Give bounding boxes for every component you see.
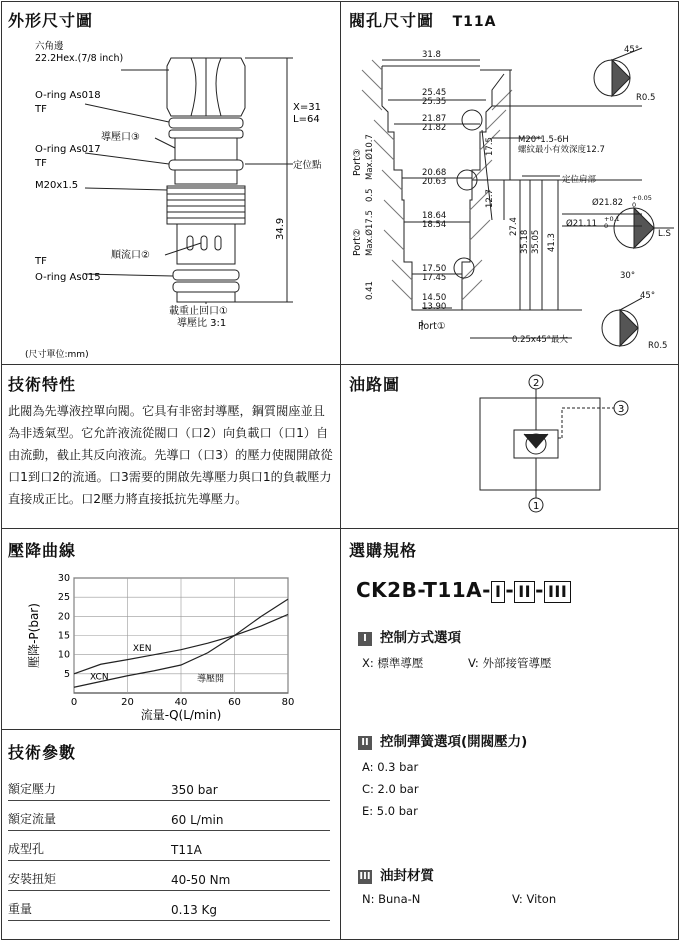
dim-1864: 18.64 (422, 211, 447, 221)
thread-note-1: M20*1.5-6H (518, 135, 569, 145)
section-1-title: 控制方式選項 (380, 630, 461, 646)
section-2-title: 控制彈簧選項(開閥壓力) (380, 734, 528, 750)
roman-3: III (359, 871, 371, 882)
chart-label-xen: XEN (132, 643, 152, 654)
outline-title: 外形尺寸圖 (8, 11, 94, 30)
tf2-label: TF (35, 158, 47, 169)
dia-2111: Ø21.11 (566, 219, 598, 229)
pressure-title: 壓降曲線 (8, 541, 77, 560)
port3-max: Max.Ø10.7 (365, 134, 375, 180)
section-3-title: 油封材質 (380, 868, 434, 884)
param-value: T11A (171, 843, 202, 857)
chart-x-tick: 60 (228, 697, 241, 708)
circuit-title: 油路圖 (349, 375, 401, 394)
port-2-number: 2 (533, 378, 540, 389)
option-a: A: 0.3 bar (362, 760, 419, 774)
order-box-1: I (491, 581, 505, 603)
dim-v3518: 35.18 (520, 229, 530, 254)
chamfer-label: 0.25x45°最大 (512, 335, 569, 345)
option-e: E: 5.0 bar (362, 804, 418, 818)
dim-2545: 25.45 (422, 88, 447, 98)
option-c: C: 2.0 bar (362, 782, 419, 796)
port-1-number: 1 (533, 501, 540, 512)
hex-label-1: 六角邊 (35, 41, 64, 52)
param-row (8, 894, 330, 921)
dim-05: 0.5 (365, 188, 375, 202)
order-code (356, 578, 571, 603)
tf1-label: TF (35, 104, 47, 115)
dim-1854: 18.54 (422, 220, 447, 230)
locating-label: 定位點 (293, 160, 322, 171)
thread-label: M20x1.5 (35, 180, 79, 191)
x31-label: X=31 (293, 102, 321, 113)
ordering-title: 選購規格 (349, 541, 418, 560)
dim-v3505: 35.05 (531, 229, 541, 254)
order-code-main: CK2B-T11A- (356, 578, 491, 602)
oring1-label: O-ring As018 (35, 90, 101, 101)
roman-1: I (358, 632, 372, 646)
dim-2068: 20.68 (422, 168, 447, 178)
chart-y-tick: 25 (57, 592, 70, 604)
param-row (8, 834, 330, 861)
l64-label: L=64 (293, 114, 320, 125)
chart-label-xcn: XCN (90, 672, 109, 683)
pilot-ratio-label: 導壓比 3:1 (177, 318, 227, 329)
param-label: 重量 (8, 902, 33, 916)
oring2-label: O-ring As017 (35, 144, 101, 155)
chart-y-tick: 15 (57, 630, 70, 642)
dim-318: 31.8 (422, 50, 441, 60)
param-row (8, 804, 330, 831)
features-title: 技術特性 (8, 375, 77, 394)
section-1-heading (358, 626, 461, 646)
option-v-pilot: V: 外部接管導壓 (468, 656, 552, 670)
radius-05-2: R0.5 (648, 341, 668, 351)
shoulder-label: 定位肩部 (562, 175, 597, 185)
order-dash-2: - (535, 578, 544, 602)
param-value: 350 bar (171, 783, 218, 797)
angle-45-2: 45° (640, 291, 656, 301)
param-value: 0.13 Kg (171, 903, 218, 917)
dim-041: 0.41 (365, 281, 375, 300)
chart-y-label: 壓降-P(bar) (27, 603, 41, 668)
dim-v274: 27.4 (509, 217, 519, 236)
order-dash-1: - (505, 578, 515, 602)
param-row (8, 774, 330, 801)
chart-annotation: 導壓開 (197, 674, 225, 685)
angle-30: 30° (620, 271, 636, 281)
hex-label-2: 22.2Hex.(7/8 inch) (35, 53, 124, 64)
order-box-3: III (544, 581, 571, 603)
dim-v127: 12.7 (485, 189, 495, 208)
port1-cavity-label: Port① (418, 321, 446, 332)
chart-y-tick: 30 (57, 573, 70, 584)
divider-row2 (1, 528, 679, 529)
dim-v175: 17.5 (485, 137, 495, 156)
param-label: 成型孔 (8, 842, 45, 856)
dim-v413: 41.3 (547, 233, 557, 252)
dim-2535: 25.35 (422, 97, 447, 107)
tf3-label: TF (35, 256, 47, 267)
tol-1b: 0 (632, 201, 637, 209)
order-box-2: II (514, 581, 535, 603)
oring3-label: O-ring As015 (35, 272, 101, 283)
param-row (8, 864, 330, 891)
chart-x-label: 流量-Q(L/min) (140, 708, 222, 722)
dim-1750: 17.50 (422, 264, 447, 274)
chart-x-tick: 40 (174, 697, 188, 708)
option-x: X: 標準導壓 (362, 656, 424, 670)
dia-2182: Ø21.82 (592, 198, 624, 208)
cavity-title-text: 閥孔尺寸圖 (349, 11, 435, 30)
param-value: 60 L/min (171, 813, 224, 827)
thread-note-2: 螺紋最小有效深度12.7 (518, 145, 605, 155)
cavity-title (349, 8, 496, 31)
chart-y-tick: 5 (63, 668, 70, 680)
chart-x-tick: 0 (70, 697, 78, 708)
divider-vertical (340, 1, 341, 940)
features-text: 此閥為先導液控單向閥。它具有非密封導壓，鋼質閥座並且為非透氣型。它允許液流從閥口（口2）向負載口（口1）自由流動，截止其反向液流。先導口（口3）的壓力使閥開啟從口1到口2的流通。口3需要的開啟先導壓力與口1的負載壓力直接成正比。口2壓力將直接抵抗先導壓力。 (8, 404, 333, 506)
params-title: 技術參數 (8, 743, 77, 762)
pressure-drop-chart (8, 570, 333, 728)
dim-1450: 14.50 (422, 293, 447, 303)
option-v-seal: V: Viton (512, 892, 557, 906)
port2-cavity-label: Port② (352, 228, 363, 256)
circuit-diagram (470, 374, 640, 524)
divider-row3 (1, 729, 341, 730)
cavity-drawing (342, 30, 678, 360)
dim-2187: 21.87 (422, 114, 447, 124)
param-value: 40-50 Nm (171, 873, 231, 887)
dim-2182: 21.82 (422, 123, 447, 133)
chart-x-tick: 20 (121, 697, 134, 708)
chart-y-tick: 10 (57, 649, 70, 661)
chart-x-tick: 80 (281, 697, 295, 708)
divider-row1 (1, 364, 679, 365)
tol-1a: +0.05 (632, 194, 652, 202)
section-2-heading (358, 730, 527, 750)
ls-label: L.S (658, 229, 671, 239)
param-label: 額定壓力 (8, 782, 57, 796)
dim-1390: 13.90 (422, 302, 447, 312)
dim-2063: 20.63 (422, 177, 447, 187)
port-3-number: 3 (618, 404, 625, 415)
dim-1745: 17.45 (422, 273, 447, 283)
port3-cavity-label: Port③ (352, 148, 363, 176)
option-n: N: Buna-N (362, 892, 421, 906)
section-3-heading (358, 864, 434, 884)
port1-label: 載重止回口① (169, 306, 228, 317)
cavity-code: T11A (452, 14, 497, 30)
tol-2a: +0.1 (604, 215, 620, 223)
roman-2: II (358, 736, 372, 750)
radius-05-1: R0.5 (636, 93, 656, 103)
port2-label: 順流口② (111, 250, 150, 261)
param-label: 安裝扭矩 (8, 872, 57, 886)
unit-note: (尺寸單位:mm) (25, 350, 89, 360)
tol-2b: 0 (604, 222, 609, 230)
angle-45-1: 45° (624, 45, 640, 55)
port3-label: 導壓口③ (101, 132, 140, 143)
port2-max: Max.Ø17.5 (365, 210, 375, 256)
param-label: 額定流量 (8, 812, 57, 826)
outline-drawing (1, 30, 339, 360)
dim-349: 34.9 (275, 217, 286, 240)
chart-y-tick: 20 (57, 611, 70, 623)
